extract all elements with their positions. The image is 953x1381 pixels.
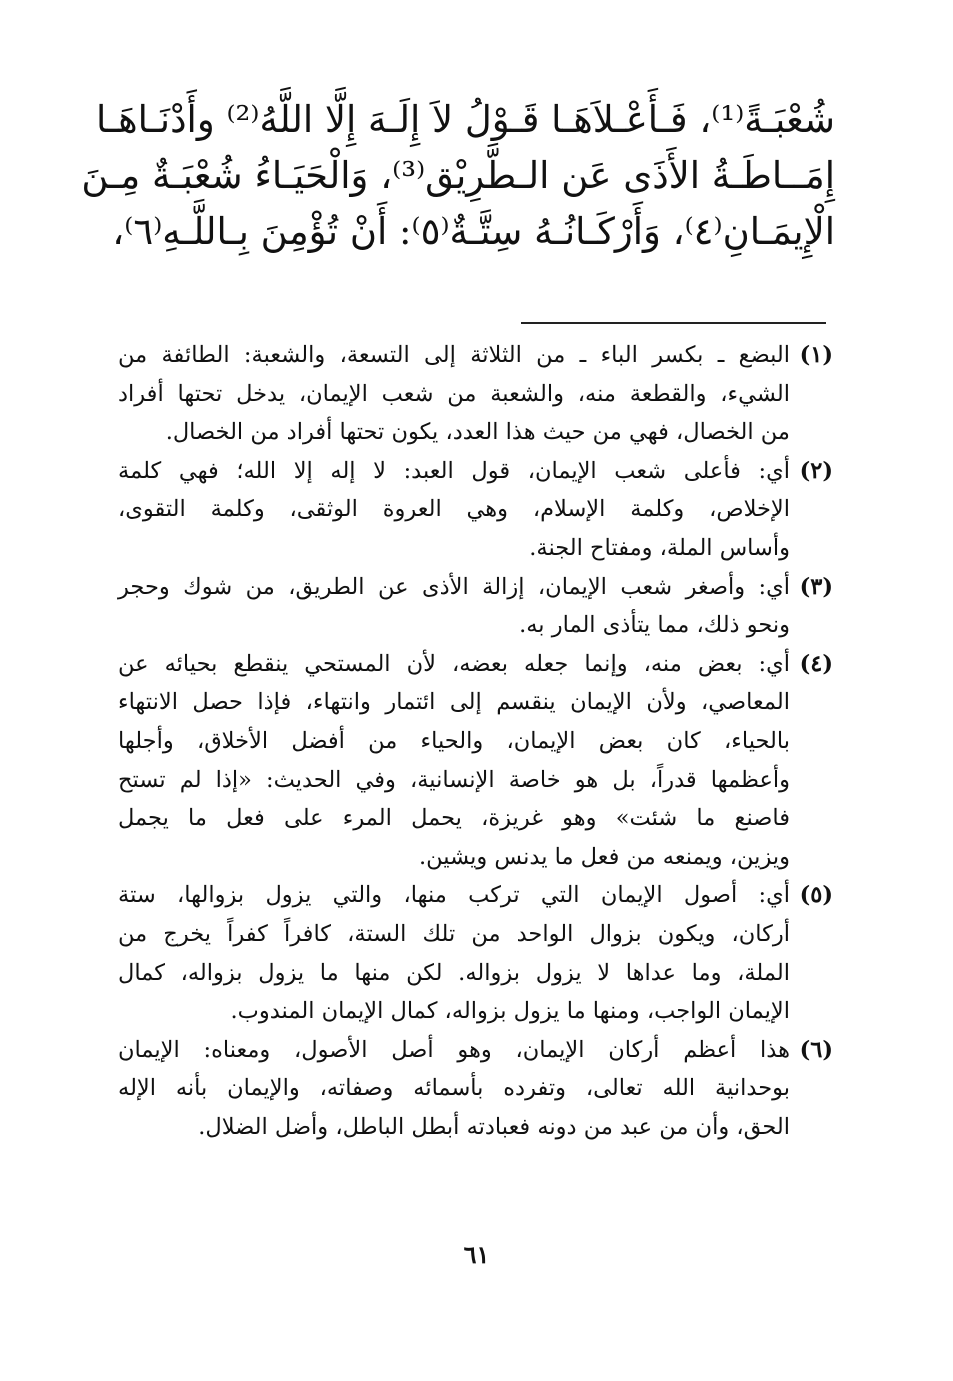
footnote-6 [118, 1031, 833, 1147]
footnote-line: أي: وأصغر شعب الإيمان، إزالة الأذى عن الطريق، من شوك وحجر [118, 573, 790, 600]
main-text-line: الْإِيمَـانِ⁽٤⁾، وَأَرْكَـانُـهُ سِتَّـةٌ⁽٥⁾: أَنْ تُؤْمِنَ بِـاللَّـهِ⁽٦⁾، [112, 210, 835, 253]
footnote-number: (٣) [799, 573, 833, 600]
footnote-separator [521, 322, 826, 324]
footnote-line: هذا أعظم أركان الإيمان، وهو أصل الأصول، ومعناه: الإيمان [118, 1036, 790, 1063]
footnote-line: أي: بعض منه، وإنما جعله بعضه، لأن المستحي ينقطع بحيائه عن [118, 650, 790, 677]
footnote-number: (١) [799, 342, 833, 368]
footnote-line: فاصنع ما شئت» وهو غريزة، يحمل المرء على فعل ما يجمل [118, 805, 790, 832]
footnote-line: الإيمان الواجب، ومنها ما يزول بزواله، كمال الإيمان المندوب. [230, 998, 790, 1025]
footnote-line: الملة، وما عداها لا يزول بزواله. لكن منها ما يزول بزواله، كمال [118, 959, 790, 986]
footnote-number: (٥) [799, 882, 833, 909]
footnote-line: ونحو ذلك، مما يتأذى المار به. [519, 612, 790, 639]
footnote-line: أي: فأعلى شعب الإيمان، قول العبد: لا إله إلا الله؛ فهي كلمة [118, 457, 790, 484]
main-text-line: شُعْبَـةً⁽¹⁾، فَـأَعْـلاَهَـا قَـوْلُ لاَ إِلَـهَ إِلَّا اللَّهُ⁽²⁾ وأَدْنَـاهَـا [96, 98, 835, 141]
footnote-line: أي: أصول الإيمان التي تركب منها، والتي يزول بزوالها، ستة [118, 882, 790, 909]
footnote-line: وأساس الملة، ومفتاح الجنة. [529, 534, 790, 561]
footnote-line: أركان، ويكون بزوال الواحد من تلك الستة، كافراً كفراً يخرج من [118, 920, 790, 947]
footnote-line: بوحدانية الله تعالى، وتفرده بأسمائه وصفاته، والإيمان بأنه الإله [118, 1075, 790, 1102]
footnote-number: (٤) [799, 650, 833, 677]
footnote-number: (٢) [799, 457, 833, 484]
footnote-2 [118, 452, 833, 568]
footnote-line: الحق، وأن من عبد من دونه فعبادته أبطل الباطل، وأضل الضلال. [198, 1113, 790, 1140]
footnote-line: بالحياء، كان بعض الإيمان، والحياء من أفضل الأخلاق، وأجلها [118, 727, 790, 754]
main-text [81, 92, 835, 260]
footnote-5 [118, 876, 833, 1030]
footnotes [118, 336, 833, 1146]
footnote-line: الإخلاص، وكلمة الإسلام، وهي العروة الوثقى، وكلمة التقوى، [118, 496, 790, 523]
footnote-line: وأعظمها قدراً، بل هو خاصة الإنسانية، وفي الحديث: «إذا لم تستح [118, 766, 790, 793]
footnote-1 [118, 336, 833, 452]
footnote-3 [118, 568, 833, 645]
footnote-number: (٦) [799, 1036, 833, 1063]
footnote-line: من الخصال، فهي من حيث هذا العدد، يكون تحتها أفراد من الخصال. [165, 419, 790, 446]
footnote-line: البضع ـ بكسر الباء ـ من الثلاثة إلى التسعة، والشعبة: الطائفة من [118, 342, 790, 368]
main-text-line: إِمَــاطَـةُ الأَذَى عَن الـطَّرِيْق⁽³⁾، وَالْحَيَـاءُ شُعْبَـةٌ مِـنَ [81, 154, 835, 197]
footnote-line: المعاصي، ولأن الإيمان ينقسم إلى ائتمار وانتهاء، فإذا حصل الانتهاء [118, 689, 790, 716]
page-number: ٦١ [463, 1240, 490, 1269]
footnote-line: الشيء، والقطعة منه، والشعبة من شعب الإيمان، يدخل تحتها أفراد [118, 380, 790, 407]
footnote-line: ويزين، ويمنعه من فعل ما يدنس ويشين. [419, 843, 790, 870]
footnote-4 [118, 645, 833, 877]
